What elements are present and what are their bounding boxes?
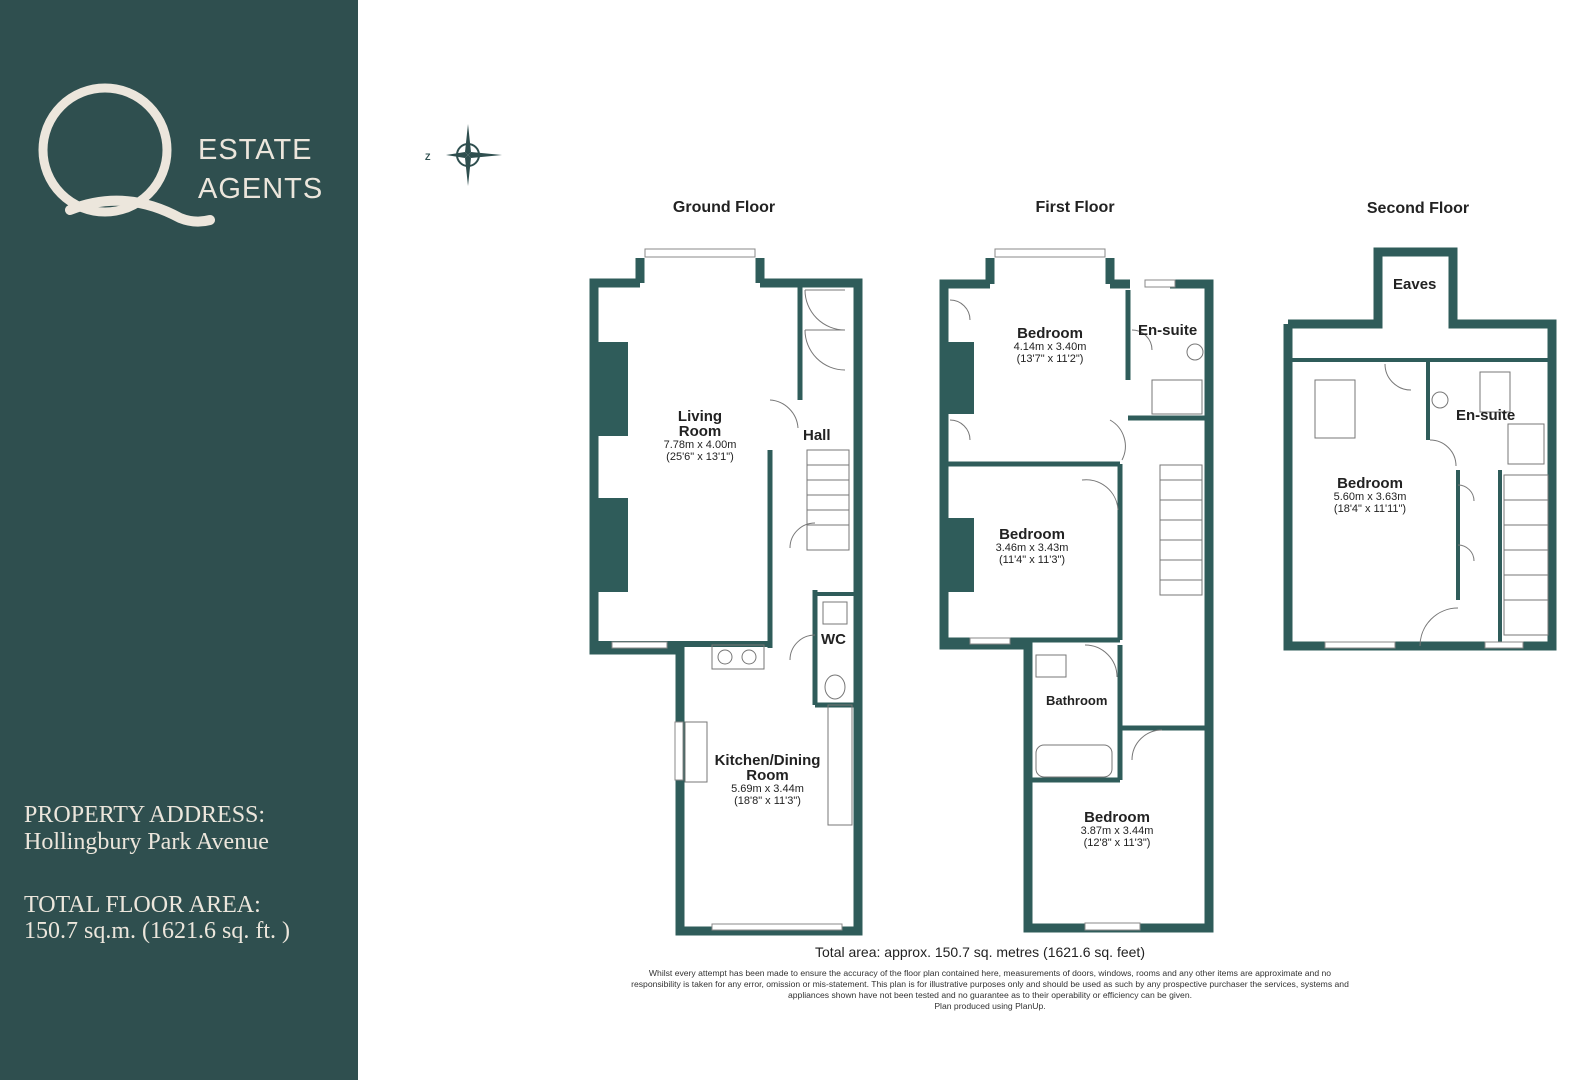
room-hall: Hall	[803, 427, 831, 444]
brand-estate: ESTATE	[198, 134, 313, 166]
room-wc: WC	[821, 631, 846, 648]
area-label: TOTAL FLOOR AREA:	[24, 892, 261, 918]
room-bedroom-2: Bedroom 3.46m x 3.43m (11'4" x 11'3")	[995, 526, 1069, 566]
room-bedroom-second: Bedroom 5.60m x 3.63m (18'4" x 11'11")	[1333, 475, 1407, 515]
address-label: PROPERTY ADDRESS:	[24, 802, 266, 828]
second-floor-title: Second Floor	[1366, 200, 1470, 217]
room-ensuite-first: En-suite	[1138, 322, 1198, 339]
room-eaves: Eaves	[1393, 276, 1437, 293]
first-floor-title: First Floor	[1035, 199, 1115, 216]
brand-agents: AGENTS	[198, 173, 324, 205]
address-value: Hollingbury Park Avenue	[24, 829, 269, 855]
disclaimer: Whilst every attempt has been made to ensure the accuracy of the floor plan contained here, measurements of doors, windows, rooms and any other items are approximate and no responsibility is taken for any error, omission or mis-statement. This plan is for illustrative purposes only and should be used as such by any prospective purchaser the services, systems and appliances shown have not been tested and no guarantee as to their operability or efficiency can be given. Plan produced using PlanUp.	[631, 968, 1349, 1011]
room-bathroom: Bathroom	[1046, 693, 1108, 708]
room-ensuite-second: En-suite	[1456, 407, 1516, 424]
compass-label: Z	[425, 152, 431, 162]
area-value: 150.7 sq.m. (1621.6 sq. ft. )	[24, 918, 290, 944]
ground-floor-title: Ground Floor	[672, 199, 776, 216]
room-living: Living Room 7.78m x 4.00m (25'6" x 13'1")	[663, 408, 737, 463]
room-bedroom-3: Bedroom 3.87m x 3.44m (12'8" x 11'3")	[1080, 809, 1154, 849]
total-area: Total area: approx. 150.7 sq. metres (1621.6 sq. feet)	[815, 944, 1145, 960]
room-bedroom-1: Bedroom 4.14m x 3.40m (13'7" x 11'2")	[1013, 325, 1087, 365]
room-kitchen-dining: Kitchen/Dining Room 5.69m x 3.44m (18'8" x 11'3")	[714, 752, 821, 807]
